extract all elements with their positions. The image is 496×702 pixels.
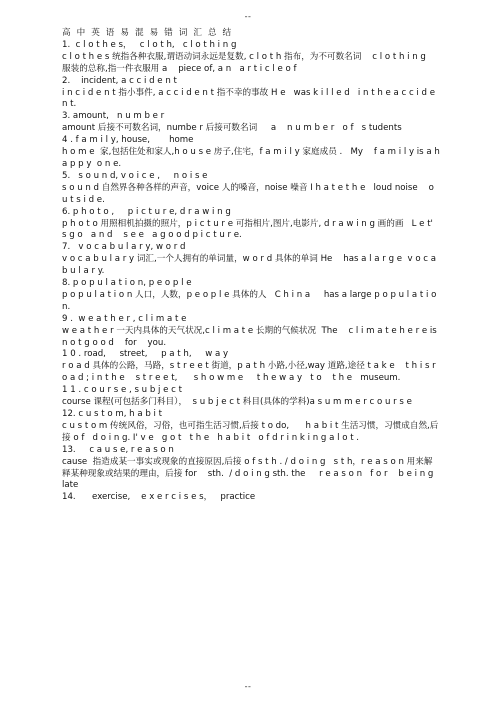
entry-6-heading: 6. p h o t o , p i c t u r e, d r a w i n g [62, 206, 231, 217]
entry-4-heading: 4 . f a m i l y, house, home [62, 135, 194, 146]
entry-7-heading: 7. v o c a b u l a r y, w o r d [62, 242, 186, 253]
entry-8-explanation: p o p u l a t i o n 人口，人数，p e o p l e 具体的人 C h i n a has a large p o p u l a t i o n. [62, 289, 440, 312]
entry-14-heading: 14. exercise, e x e r c i s e s， practice [62, 492, 256, 503]
entry-10-heading: 1 0 . road, street, p a t h, w a y [62, 349, 229, 360]
entry-11-explanation: course 课程(可包括多门科目）， s u b j e c t 科目(具体的学科)a s u m m e r c o u r s e [62, 397, 412, 408]
entry-12-heading: 12. c u s t o m, h a b i t [62, 409, 163, 419]
entry-12-explanation: c u s t o m 传统风俗，习俗，也可指生活习惯,后接 t o do, h a b i t 生活习惯，习惯成自然,后接 o f d o i n g. I' v e g o t t h e h a b i t o f d r i n k i n g a l o t . [62, 420, 439, 443]
page-header-mark: -- [244, 12, 252, 21]
entry-list [62, 39, 445, 504]
entry-2-heading: 2. incident, a c c i d e n t [62, 75, 177, 86]
entry-1-explanation: c l o t h e s 统指各种衣服,谓语动词永远是复数, c l o t h 指布，为不可数名词 c l o t h i n g 服装的总称,指一件衣服用 a piece of, a n a r t i c l e o f [62, 51, 437, 74]
entry-1-heading: 1. c l o t h e s， c l o t h, c l o t h i n g [62, 39, 237, 50]
entry-7-explanation: v o c a b u l a r y 词汇,一个人拥有的单词量，w o r d 具体的单词 He has a l a r g e v o c a b u l a r y. [62, 254, 439, 277]
entry-4-explanation: h o m e 家,包括住处和家人,h o u s e 房子,住宅，f a m i l y 家庭成员 . My f a m i l y is a h a p p y o n e. [62, 147, 443, 169]
entry-2-explanation: i n c i d e n t 指小事件, a c c i d e n t 指不幸的事故 H e was k i l l e d i n t h e a c c i d e n t. [62, 87, 438, 110]
entry-13-heading: 13. c a u s e, r e a s o n [62, 444, 174, 455]
entry-5-heading: 5. s o u n d, v o i c e , n o i s e [62, 170, 208, 181]
page-footer-mark: -- [244, 682, 252, 691]
entry-11-heading: 1 1 . c o u r s e , s u b j e c t [62, 385, 182, 396]
entry-13-explanation: cause 指造成某一事实或现象的直接原因,后接 o f s t h . / d o i n g s t h，r e a s o n 用来解释某种现象或结果的理由，后接 for sth. / d o i n g sth. the r e a s o n f o r b e i n g late [62, 456, 437, 491]
entry-5-explanation: s o u n d 自然界各种各样的声音，voice 人的嗓音，noise 噪音 I h a t e t h e loud noise o u t s i d e. [62, 182, 437, 205]
entry-8-heading: 8. p o p u l a t i o n, p e o p l e [62, 278, 192, 289]
entry-3-explanation: amount 后接不可数名词，numbe r 后接可数名词 a n u m b e r o f s tudents [62, 123, 402, 134]
document-title: 高中英语易混易错词汇总结 [62, 28, 238, 38]
entry-9-heading: 9 . w e a t h e r , c l i m a t e [62, 313, 187, 324]
entry-10-explanation: r o a d 具体的公路，马路，s t r e e t 街道，p a t h 小路,小径,way 道路,途径 t a k e t h i s r o a d ; i n t h e s t r e e t, s h o w m e t h e w a y t o t h e museum. [62, 361, 439, 384]
entry-3-heading: 3. amount, n u m b e r [62, 111, 165, 122]
entry-6-explanation: p h o t o 用照相机拍摄的照片，p i c t u r e 可指相片,图片,电影片, d r a w i n g 画的画 L e t' s g o a n d s e e a g o o d p i c t u r e. [62, 218, 436, 241]
entry-9-explanation: w e a t h e r 一天内具体的天气状况,c l i m a t e 长期的气候状况 The c l i m a t e h e r e is n o t g o o d for you. [62, 325, 445, 348]
document-body [62, 28, 445, 504]
